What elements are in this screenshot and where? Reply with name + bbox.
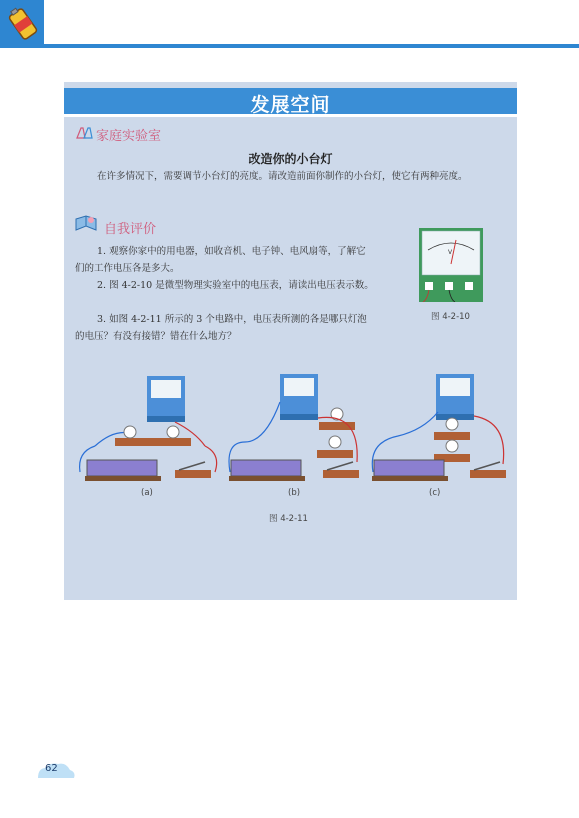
battery-icon-corner <box>0 0 44 48</box>
self-eval-label: 自我评价 <box>104 222 157 237</box>
page-number: 62 <box>45 763 58 774</box>
figure-10-caption: 图 4-2-10 <box>431 312 470 322</box>
subfigure-label-a: (a) <box>141 488 153 498</box>
home-lab-title: 改造你的小台灯 <box>248 152 333 166</box>
home-lab-text: 在许多情况下，需要调节小台灯的亮度。请改造前面你制作的小台灯，使它有两种亮度。 <box>97 171 468 182</box>
battery-icon <box>6 6 40 42</box>
page-number-badge <box>36 760 76 780</box>
lab-flask-icon <box>74 125 94 139</box>
self-eval-item-1: 1. 观察你家中的用电器，如收音机、电子钟、电风扇等，了解它们的工作电压各是多大。 <box>75 246 366 274</box>
subfigure-label-c: (c) <box>429 488 441 498</box>
self-eval-item-3: 3. 如图 4-2-11 所示的 3 个电路中，电压表所测的各是哪只灯泡的电压？有没有接错？错在什么地方？ <box>75 314 367 342</box>
voltmeter-figure <box>419 228 483 302</box>
book-icon <box>74 214 98 234</box>
figure-11-caption: 图 4-2-11 <box>269 514 308 524</box>
header-rule <box>44 44 579 48</box>
circuit-diagram-b <box>225 372 365 484</box>
section-banner <box>64 88 517 117</box>
self-eval-item-2: 2. 图 4-2-10 是微型物理实验室中的电压表，请读出电压表示数。 <box>97 280 374 291</box>
section-banner-title: 发展空间 <box>250 94 331 116</box>
home-lab-label: 家庭实验室 <box>96 129 162 144</box>
circuit-diagram-a <box>75 372 221 484</box>
svg-text:V: V <box>448 249 453 256</box>
subfigure-label-b: (b) <box>288 488 301 498</box>
page-header <box>0 0 579 48</box>
circuit-diagram-c <box>368 372 513 484</box>
